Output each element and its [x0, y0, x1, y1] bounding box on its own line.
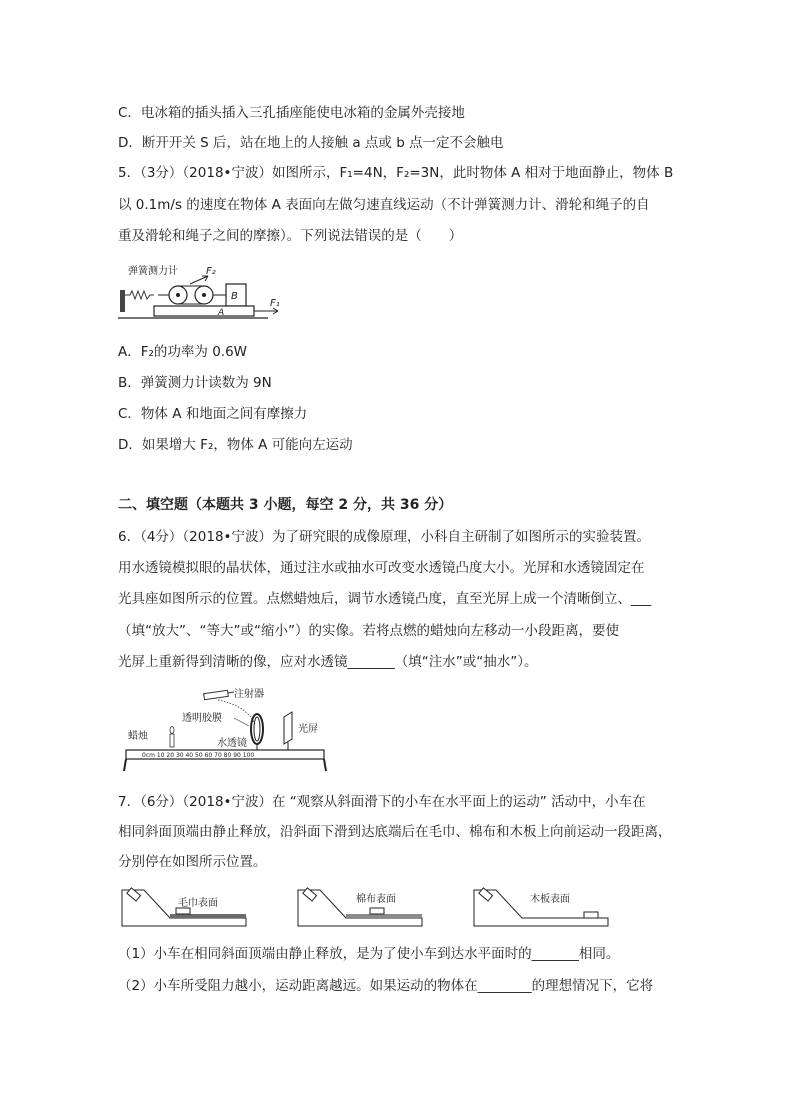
- q5-stem-line2: 以 0.1m/s 的速度在物体 A 表面向左做匀速直线运动（不计弹簧测力计、滑轮和绳子的自: [118, 197, 650, 213]
- section-heading: 二、填空题（本题共 3 小题，每空 2 分，共 36 分）: [118, 497, 453, 513]
- q7-stem-line1: 7．（6分）（2018•宁波）在 “观察从斜面滑下的小车在水平面上的运动” 活动中，小车在: [118, 794, 646, 810]
- q6-stem-line3: 光具座如图所示的位置。点燃蜡烛后，调节水透镜凸度，直至光屏上成一个清晰倒立、___: [118, 591, 652, 607]
- car-stopped: [370, 908, 384, 914]
- light-screen: [284, 712, 292, 744]
- water-lens: [251, 714, 263, 744]
- bench-legs: [124, 759, 326, 771]
- q5-option-d: D．如果增大 F₂，物体 A 可能向左运动: [118, 437, 353, 453]
- q5-option-a: A．F₂的功率为 0.6W: [118, 344, 248, 360]
- film-label: 透明胶膜: [182, 713, 222, 724]
- block-a: [154, 306, 254, 316]
- q7-stem-line3: 分别停在如图所示位置。: [118, 854, 267, 870]
- candle: [170, 734, 174, 747]
- screen-label: 光屏: [298, 724, 318, 735]
- candle-label: 蜡烛: [128, 731, 148, 742]
- q7-ramp-wood-figure: [472, 882, 612, 930]
- q5-stem-line1: 5．（3分）（2018•宁波）如图所示，F₁=4N，F₂=3N，此时物体 A 相对于地面静止，物体 B: [118, 165, 674, 181]
- q5-pulley-figure: [118, 258, 288, 324]
- towel-surface: [170, 914, 246, 918]
- surface-label-3: 木板表面: [530, 894, 570, 905]
- q6-stem-line1: 6．（4分）（2018•宁波）为了研究眼的成像原理，小科自主研制了如图所示的实验装置。: [118, 529, 650, 545]
- wall: [120, 290, 125, 312]
- q4-option-c: C．电冰箱的插头插入三孔插座能使电冰箱的金属外壳接地: [118, 105, 465, 121]
- syringe-tube: [218, 700, 255, 724]
- q4-option-d: D．断开开关 S 后，站在地上的人接触 a 点或 b 点一定不会触电: [118, 135, 504, 151]
- q5-option-b: B．弹簧测力计读数为 9N: [118, 375, 272, 391]
- q5-stem-line3: 重及滑轮和绳子之间的摩擦）。下列说法错误的是（ ）: [118, 228, 463, 244]
- lens-label: 水透镜: [217, 738, 247, 749]
- cotton-surface: [346, 914, 422, 918]
- q7-stem-line2: 相同斜面顶端由静止释放，沿斜面下滑到达底端后在毛巾、棉布和木板上向前运动一段距离，: [118, 824, 672, 840]
- q6-stem-line4: （填“放大”、“等大”或“缩小”）的实像。若将点燃的蜡烛向左移动一小段距离，要使: [118, 623, 619, 639]
- q6-optical-bench-figure: [122, 684, 332, 774]
- car-stopped: [584, 912, 598, 918]
- candle-flame: [170, 727, 174, 734]
- q7-sub2: （2）小车所受阻力越小，运动距离越远。如果运动的物体在________的理想情况下，它将: [118, 978, 654, 994]
- surface-label-2: 棉布表面: [356, 894, 396, 905]
- syringe: [204, 690, 229, 699]
- syringe-label: 注射器: [234, 689, 264, 700]
- block-a-label: A: [218, 308, 225, 318]
- spring-scale-label: 弹簧测力计: [128, 266, 178, 277]
- f2-label: F₂: [206, 266, 216, 277]
- q7-sub1: （1）小车在相同斜面顶端由静止释放，是为了使小车到达水平面时的_______相同。: [118, 946, 620, 962]
- surface-label-1: 毛巾表面: [178, 898, 218, 909]
- block-b-label: B: [231, 291, 238, 302]
- f1-label: F₁: [270, 298, 280, 309]
- q7-ramp-towel-figure: [120, 882, 250, 930]
- q7-ramp-cotton-figure: [296, 882, 426, 930]
- q5-option-c: C．物体 A 和地面之间有摩擦力: [118, 406, 308, 422]
- spring-scale: [125, 291, 154, 299]
- q6-stem-line5: 光屏上重新得到清晰的像，应对水透镜_______（填“注水”或“抽水”）。: [118, 654, 538, 670]
- q6-stem-line2: 用水透镜模拟眼的晶状体，通过注水或抽水可改变水透镜凸度大小。光屏和水透镜固定在: [118, 560, 645, 576]
- ruler-scale: 0cm 10 20 30 40 50 60 70 80 90 100: [142, 752, 255, 759]
